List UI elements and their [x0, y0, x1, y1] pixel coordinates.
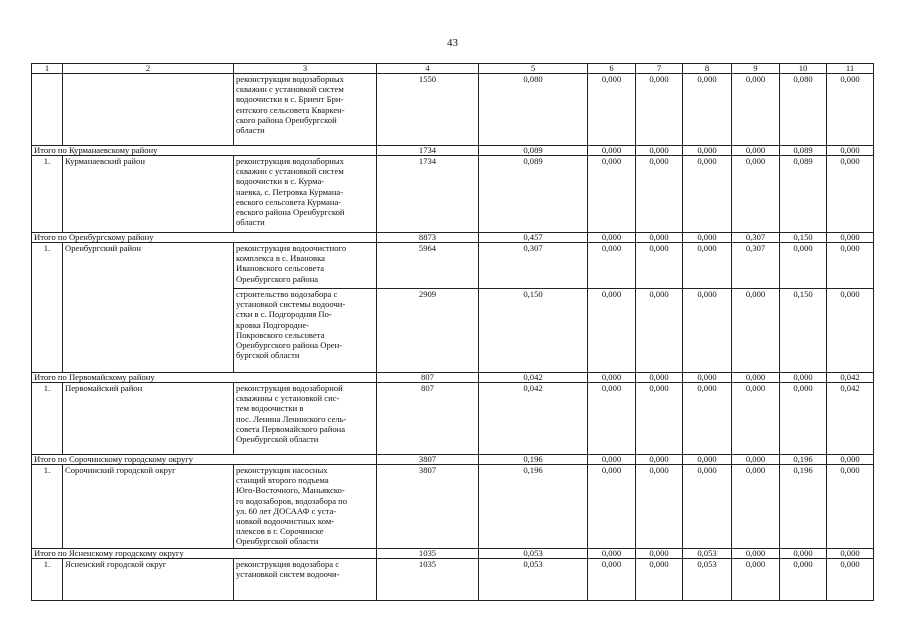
project-value: 0,000 — [732, 289, 780, 373]
total-value: 0,000 — [827, 549, 874, 559]
total-value: 0,196 — [479, 455, 588, 465]
project-value: 0,000 — [827, 559, 874, 601]
total-value: 0,089 — [479, 146, 588, 156]
total-value: 8873 — [377, 233, 479, 243]
project-value: 0,000 — [827, 289, 874, 373]
total-value: 0,150 — [780, 233, 827, 243]
total-label: Итого по Ясненскому городскому округу — [32, 549, 377, 559]
total-value: 0,000 — [683, 146, 732, 156]
total-value: 0,000 — [732, 455, 780, 465]
project-value: 0,000 — [588, 559, 636, 601]
total-value: 0,196 — [780, 455, 827, 465]
column-header: 4 — [377, 64, 479, 74]
row-number: 1. — [32, 465, 63, 549]
project-value: 0,196 — [479, 465, 588, 549]
project-value: 0,000 — [732, 156, 780, 233]
total-value: 0,000 — [588, 455, 636, 465]
row-number: 1. — [32, 559, 63, 601]
project-value: 0,080 — [479, 74, 588, 146]
project-value: 0,000 — [636, 559, 683, 601]
column-header: 6 — [588, 64, 636, 74]
column-header: 5 — [479, 64, 588, 74]
total-value: 0,042 — [479, 373, 588, 383]
total-value: 0,053 — [479, 549, 588, 559]
project-row — [32, 74, 874, 146]
project-value: 0,307 — [479, 243, 588, 289]
total-row — [32, 455, 874, 465]
total-row — [32, 373, 874, 383]
total-value: 0,089 — [780, 146, 827, 156]
project-value: 0,000 — [827, 156, 874, 233]
project-value: 0,000 — [683, 156, 732, 233]
total-label: Итого по Оренбургскому району — [32, 233, 377, 243]
total-row — [32, 549, 874, 559]
total-value: 3807 — [377, 455, 479, 465]
district-name: Оренбургский район — [63, 243, 234, 373]
project-value: 0,000 — [636, 383, 683, 455]
total-value: 1734 — [377, 146, 479, 156]
column-header: 8 — [683, 64, 732, 74]
project-value: 1550 — [377, 74, 479, 146]
total-value: 0,000 — [683, 233, 732, 243]
project-value: 807 — [377, 383, 479, 455]
district-name: Первомайский район — [63, 383, 234, 455]
total-value: 0,042 — [827, 373, 874, 383]
project-value: 0,000 — [780, 559, 827, 601]
column-header: 1 — [32, 64, 63, 74]
total-value: 0,000 — [636, 233, 683, 243]
total-value: 0,000 — [683, 373, 732, 383]
total-value: 0,000 — [732, 373, 780, 383]
column-header: 10 — [780, 64, 827, 74]
row-number: 1. — [32, 383, 63, 455]
project-row — [32, 465, 874, 549]
column-header: 7 — [636, 64, 683, 74]
project-value: 0,000 — [827, 465, 874, 549]
total-value: 0,000 — [636, 373, 683, 383]
total-value: 0,457 — [479, 233, 588, 243]
total-value: 0,053 — [683, 549, 732, 559]
total-label: Итого по Курманаевскому району — [32, 146, 377, 156]
district-name: Сорочинский городской округ — [63, 465, 234, 549]
project-value: 0,042 — [479, 383, 588, 455]
row-number: 1. — [32, 243, 63, 373]
total-row — [32, 233, 874, 243]
total-label: Итого по Первомайскому району — [32, 373, 377, 383]
project-value: 0,000 — [683, 465, 732, 549]
project-value: 0,089 — [479, 156, 588, 233]
project-value: 0,150 — [780, 289, 827, 373]
total-row — [32, 146, 874, 156]
total-label: Итого по Сорочинскому городскому округу — [32, 455, 377, 465]
total-value: 0,000 — [588, 146, 636, 156]
total-value: 0,000 — [732, 146, 780, 156]
project-row — [32, 559, 874, 601]
total-value: 807 — [377, 373, 479, 383]
project-value: 0,042 — [827, 383, 874, 455]
column-header: 11 — [827, 64, 874, 74]
project-description: реконструкция водозаборных скважин с установкой систем водоочистки в с. Курма- наевка, с. Петровка Курмана- евского сельсовета Курмана- евского района Оренбургской области — [234, 156, 377, 233]
project-value: 0,000 — [683, 74, 732, 146]
project-value: 0,000 — [636, 156, 683, 233]
budget-table — [31, 63, 874, 601]
total-value: 0,000 — [827, 455, 874, 465]
total-value: 0,000 — [827, 146, 874, 156]
district-name: Курманаевский район — [63, 156, 234, 233]
project-value: 0,196 — [780, 465, 827, 549]
total-value: 0,000 — [780, 373, 827, 383]
project-value: 0,000 — [588, 243, 636, 289]
project-value: 2909 — [377, 289, 479, 373]
project-description: реконструкция водозаборной скважины с установкой сис- тем водоочистки в пос. Ленина Ленинского сель- совета Первомайского района Оренбургской области — [234, 383, 377, 455]
total-value: 0,000 — [683, 455, 732, 465]
district-name: Ясненский городской округ — [63, 559, 234, 601]
project-value: 0,000 — [732, 559, 780, 601]
project-description: реконструкция водозабора с установкой систем водоочи- — [234, 559, 377, 601]
project-description: реконструкция водоочистного комплекса в с. Ивановка Ивановского сельсовета Оренбургского района — [234, 243, 377, 289]
project-value: 1035 — [377, 559, 479, 601]
project-value: 0,053 — [479, 559, 588, 601]
project-value: 0,000 — [588, 465, 636, 549]
total-value: 0,000 — [827, 233, 874, 243]
page-number: 43 — [447, 37, 458, 49]
project-value: 0,000 — [636, 465, 683, 549]
project-value: 0,000 — [636, 243, 683, 289]
total-value: 0,000 — [588, 233, 636, 243]
project-value: 0,000 — [588, 74, 636, 146]
project-value: 0,000 — [588, 289, 636, 373]
project-value: 0,000 — [683, 243, 732, 289]
project-value: 0,000 — [588, 383, 636, 455]
row-number — [32, 74, 63, 146]
column-header: 2 — [63, 64, 234, 74]
project-value: 0,000 — [780, 243, 827, 289]
project-description: реконструкция насосных станций второго подъема Юго-Восточного, Маньякско- го водозаборов, водозабора по ул. 60 лет ДОСААФ с уста- новкой водоочистных ком- плексов в г. Сорочинске Оренбургской области — [234, 465, 377, 549]
project-value: 0,000 — [636, 74, 683, 146]
project-row — [32, 156, 874, 233]
row-number: 1. — [32, 156, 63, 233]
district-name — [63, 74, 234, 146]
project-value: 0,000 — [732, 383, 780, 455]
project-value: 0,000 — [683, 383, 732, 455]
project-value: 0,053 — [683, 559, 732, 601]
project-description: реконструкция водозаборных скважин с установкой систем водоочистки в с. Бриент Бри- ентского сельсовета Кваркен- ского района Оренбургской области — [234, 74, 377, 146]
project-value: 0,150 — [479, 289, 588, 373]
project-value: 0,307 — [732, 243, 780, 289]
project-row — [32, 383, 874, 455]
project-value: 0,000 — [827, 243, 874, 289]
project-value: 0,000 — [732, 465, 780, 549]
header-row — [32, 64, 874, 74]
project-value: 3807 — [377, 465, 479, 549]
total-value: 0,000 — [636, 146, 683, 156]
project-value: 0,080 — [780, 74, 827, 146]
project-value: 0,000 — [636, 289, 683, 373]
project-value: 1734 — [377, 156, 479, 233]
column-header: 3 — [234, 64, 377, 74]
total-value: 0,000 — [732, 549, 780, 559]
project-value: 0,000 — [732, 74, 780, 146]
project-value: 0,000 — [588, 156, 636, 233]
total-value: 0,000 — [588, 373, 636, 383]
project-value: 0,089 — [780, 156, 827, 233]
project-value: 5964 — [377, 243, 479, 289]
total-value: 0,000 — [636, 455, 683, 465]
project-value: 0,000 — [780, 383, 827, 455]
project-value: 0,000 — [683, 289, 732, 373]
column-header: 9 — [732, 64, 780, 74]
total-value: 0,000 — [636, 549, 683, 559]
total-value: 0,307 — [732, 233, 780, 243]
project-description: строительство водозабора с установкой системы водоочи- стки в с. Подгородняя По- кровка Подгородне- Покровского сельсовета Оренбургского района Орен- бургской области — [234, 289, 377, 373]
project-value: 0,000 — [827, 74, 874, 146]
total-value: 0,000 — [780, 549, 827, 559]
project-row — [32, 243, 874, 289]
total-value: 1035 — [377, 549, 479, 559]
total-value: 0,000 — [588, 549, 636, 559]
